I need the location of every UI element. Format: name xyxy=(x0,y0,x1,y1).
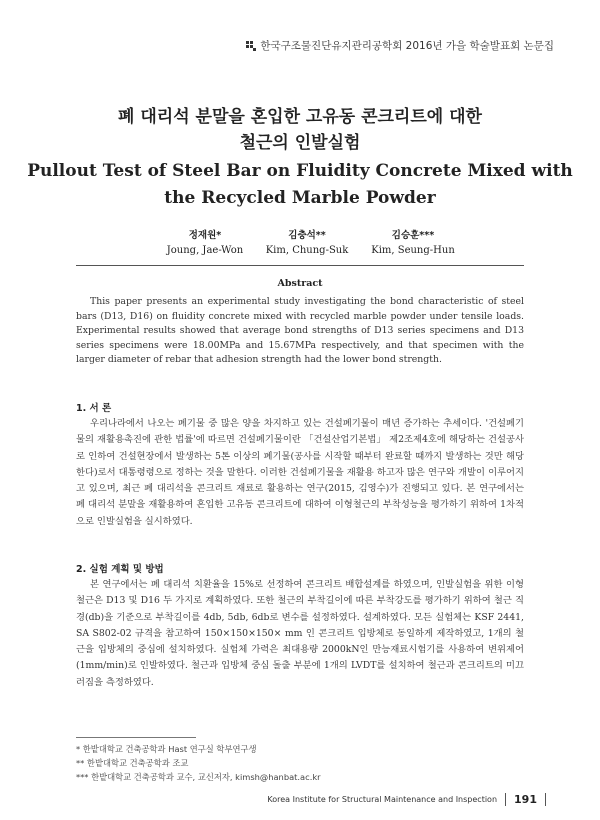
section-1-body xyxy=(76,416,524,530)
author-2 xyxy=(252,228,362,258)
author-1-ko: 정재원* xyxy=(188,230,222,241)
conference-header xyxy=(246,38,554,53)
title-en-line1: Pullout Test of Steel Bar on Fluidity Concrete Mixed with xyxy=(27,161,573,181)
author-3-en: Kim, Seung-Hun xyxy=(371,245,455,256)
page-number: 191 xyxy=(514,793,537,806)
footer-separator-right xyxy=(545,793,546,806)
footer-separator xyxy=(505,793,506,806)
abstract-heading: Abstract xyxy=(277,278,323,289)
footnote-3: *** 한밭대학교 건축공학과 교수, 교신저자, kimsh@hanbat.ac.kr xyxy=(76,772,321,782)
footnote-1: * 한밭대학교 건축공학과 Hast 연구실 학부연구생 xyxy=(76,744,257,754)
author-2-en: Kim, Chung-Suk xyxy=(265,245,349,256)
abstract-text: This paper presents an experimental study investigating the bond characteristic of steel bars (D13, D16) on fluidity concrete mixed with recycled marble powder under tensile loads. Experimental results showed that average bond strengths of D13 series specimens and D13 series specimens were 18.00MPa and 15.67MPa respectively, and that specimen with the larger diameter of rebar that adhesion strength had the lower bond strength. xyxy=(76,296,524,366)
title-ko-line1: 폐 대리석 분말을 혼입한 고유동 콘크리트에 대한 xyxy=(118,107,482,127)
author-3 xyxy=(358,228,468,258)
footer-organization: Korea Institute for Structural Maintenance and Inspection xyxy=(267,795,498,804)
title-en-line2: the Recycled Marble Powder xyxy=(164,188,436,208)
title-korean xyxy=(0,104,600,156)
section-2-text: 본 연구에서는 폐 대리석 치환율을 15%로 선정하여 콘크리트 배합설계를 하였으며, 인발실험을 위한 이형철근은 D13 및 D16 두 가지로 계획하였다. 또한 철근의 부착길이에 따른 부착강도를 평가하기 위하여 철근 직경(db)을 기준으로 부착길이를 4db, 5db, 6db로 변수를 설정하였다. 설계하였다. 모든 실험체는 KSF 2441, SA S802-02 규격을 참고하여 150×150×150× mm 인 콘크리트 입방체로 동일하게 제작하였고, 1개의 철근을 입방체의 중심에 설치하였다. 실험체 가력은 최대용량 2000kN인 만능재료시험기를 사용하여 변위제어(1mm/min)로 인발하였다. 철근과 입방체 중심 돌출 부분에 1개의 LVDT를 설치하여 철근과 콘크리트의 미끄러짐을 측정하였다. xyxy=(76,579,524,688)
author-1 xyxy=(150,228,260,258)
dots-icon xyxy=(246,41,256,51)
title-english xyxy=(0,158,600,212)
conference-name: 한국구조물진단유지관리공학회 2016년 가을 학술발표회 논문집 xyxy=(260,40,554,52)
abstract-body xyxy=(76,295,524,368)
footnote-divider xyxy=(76,737,196,738)
section-2-heading: 2. 실험 계획 및 방법 xyxy=(76,564,164,575)
author-3-ko: 김승훈*** xyxy=(391,230,435,241)
page-footer xyxy=(267,793,546,806)
author-1-en: Joung, Jae-Won xyxy=(166,245,244,256)
author-divider xyxy=(76,265,524,266)
section-1-heading: 1. 서 론 xyxy=(76,403,112,414)
author-2-ko: 김충석** xyxy=(288,230,326,241)
title-ko-line2: 철근의 인발실험 xyxy=(239,133,361,153)
footnote-2: ** 한밭대학교 건축공학과 조교 xyxy=(76,758,189,768)
section-2-body xyxy=(76,577,524,691)
section-1-text: 우리나라에서 나오는 폐기물 중 많은 양을 차지하고 있는 건설폐기물이 매년 증가하는 추세이다. '건설폐기물의 재활용촉진에 관한 법률'에 따르면 건설폐기물이란 「건설산업기본법」 제2조제4호에 해당하는 건설공사로 인하여 건설현장에서 발생하는 5톤 이상의 폐기물(공사를 시작할 때부터 완료할 때까지 발생하는 것만 해당한다)로서 대통령령으로 정하는 것을 말한다. 이러한 건설폐기물을 재활용 하고자 많은 연구와 개발이 이루어지고 있으며, 최근 폐 대리석을 콘크리트 재료로 활용하는 연구(2015, 김영수)가 진행되고 있다. 본 연구에서는 폐 대리석 분말을 재활용하여 혼입한 고유동 콘크리트에 대하여 이형철근의 부착성능을 평가하기 위하여 1차적으로 인발실험을 실시하였다. xyxy=(76,418,524,527)
footnotes xyxy=(76,742,321,784)
